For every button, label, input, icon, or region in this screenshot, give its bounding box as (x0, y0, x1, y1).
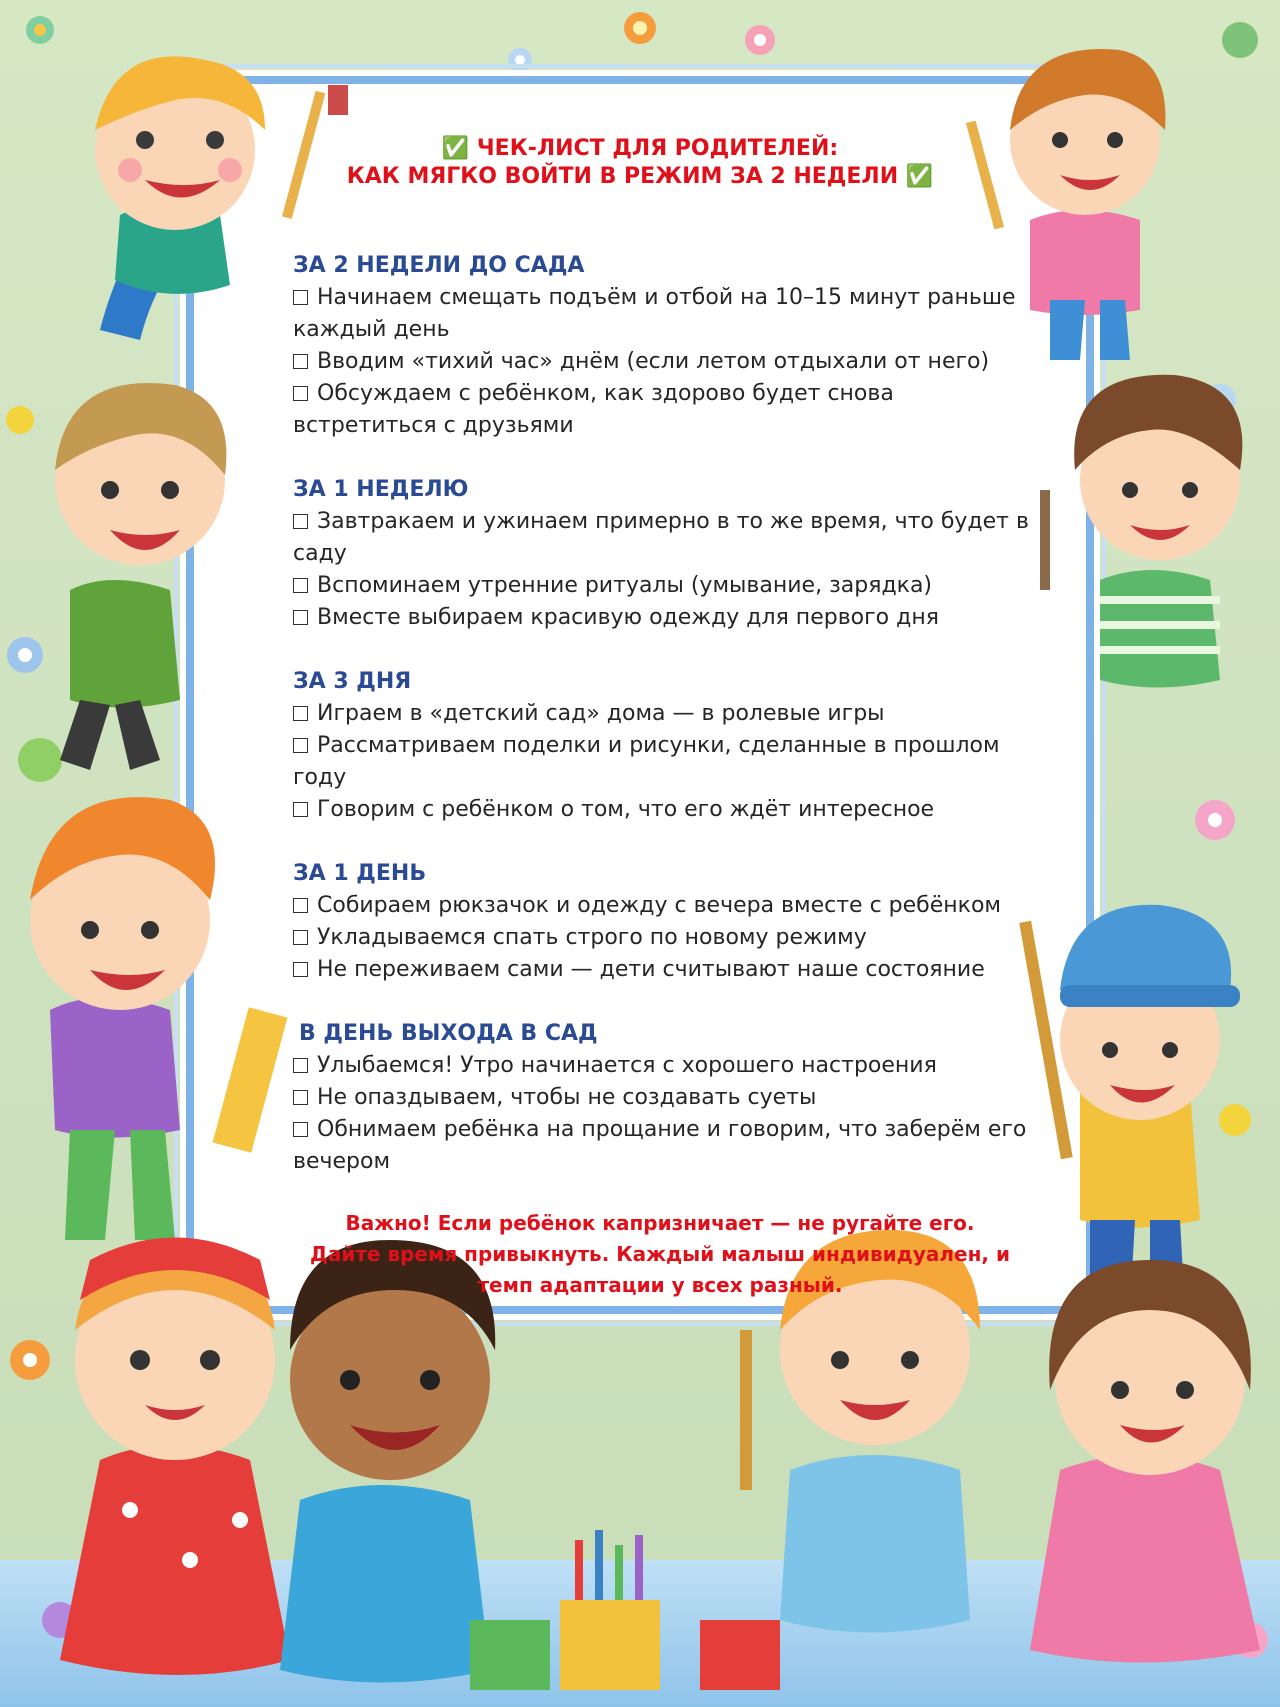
section-title: В ДЕНЬ ВЫХОДА В САД (299, 1021, 598, 1046)
checkbox-icon (293, 1090, 308, 1105)
checkbox-icon (293, 514, 308, 529)
checklist-item: Вспоминаем утренние ритуалы (умывание, зарядка) (293, 570, 1033, 602)
check-mark-icon: ✅ (441, 136, 470, 161)
checkbox-icon (293, 898, 308, 913)
checklist-item: Говорим с ребёнком о том, что его ждёт интересное (293, 794, 1033, 826)
checkbox-icon (293, 386, 308, 401)
checkbox-icon (293, 962, 308, 977)
checkbox-icon (293, 578, 308, 593)
checklist-item: Играем в «детский сад» дома — в ролевые игры (293, 698, 1033, 730)
checkbox-icon (293, 290, 308, 305)
checklist-item: Начинаем смещать подъём и отбой на 10–15 минут раньше каждый день (293, 285, 1016, 342)
checkbox-icon (293, 1122, 308, 1137)
section-title: ЗА 2 НЕДЕЛИ ДО САДА (293, 253, 585, 278)
checkbox-icon (293, 354, 308, 369)
checklist-item: Собираем рюкзачок и одежду с вечера вместе с ребёнком (293, 890, 1033, 922)
check-mark-icon: ✅ (905, 164, 934, 189)
section-title: ЗА 3 ДНЯ (293, 669, 412, 694)
note-line: темп адаптации у всех разный. (477, 1273, 843, 1297)
note-line: Дайте время привыкнуть. Каждый малыш индивидуален, и (310, 1242, 1010, 1266)
section-2-weeks (293, 250, 1033, 442)
title-line-1: ✅ ЧЕК-ЛИСТ ДЛЯ РОДИТЕЛЕЙ: (441, 136, 839, 161)
checkbox-icon (293, 1058, 308, 1073)
page-title (290, 135, 990, 191)
checklist-item: Рассматриваем поделки и рисунки, сделанные в прошлом году (293, 733, 1000, 790)
note-line: Важно! Если ребёнок капризничает — не ругайте его. (345, 1211, 975, 1235)
checkbox-icon (293, 610, 308, 625)
section-1-day (293, 858, 1033, 986)
checklist-item: Укладываемся спать строго по новому режиму (293, 922, 1033, 954)
checkbox-icon (293, 706, 308, 721)
checklist-item: Вводим «тихий час» днём (если летом отдыхали от него) (293, 346, 1033, 378)
checklist-item: Завтракаем и ужинаем примерно в то же время, что будет в саду (293, 509, 1029, 566)
checklist-item: Улыбаемся! Утро начинается с хорошего настроения (293, 1050, 1033, 1082)
section-day-of (293, 1018, 1033, 1178)
checkbox-icon (293, 738, 308, 753)
section-title: ЗА 1 НЕДЕЛЮ (293, 477, 469, 502)
title-line-2: КАК МЯГКО ВОЙТИ В РЕЖИМ ЗА 2 НЕДЕЛИ ✅ (346, 164, 934, 189)
important-note (290, 1208, 1030, 1301)
checkbox-icon (293, 930, 308, 945)
section-3-days (293, 666, 1033, 826)
checklist (293, 250, 1033, 1210)
checkbox-icon (293, 802, 308, 817)
checklist-item: Вместе выбираем красивую одежду для первого дня (293, 602, 1033, 634)
checklist-item: Не опаздываем, чтобы не создавать суеты (293, 1082, 1033, 1114)
section-title: ЗА 1 ДЕНЬ (293, 861, 427, 886)
section-1-week (293, 474, 1033, 634)
checklist-item: Обнимаем ребёнка на прощание и говорим, что заберём его вечером (293, 1117, 1027, 1174)
checklist-item: Не переживаем сами — дети считывают наше состояние (293, 954, 1033, 986)
checklist-item: Обсуждаем с ребёнком, как здорово будет снова встретиться с друзьями (293, 381, 894, 438)
